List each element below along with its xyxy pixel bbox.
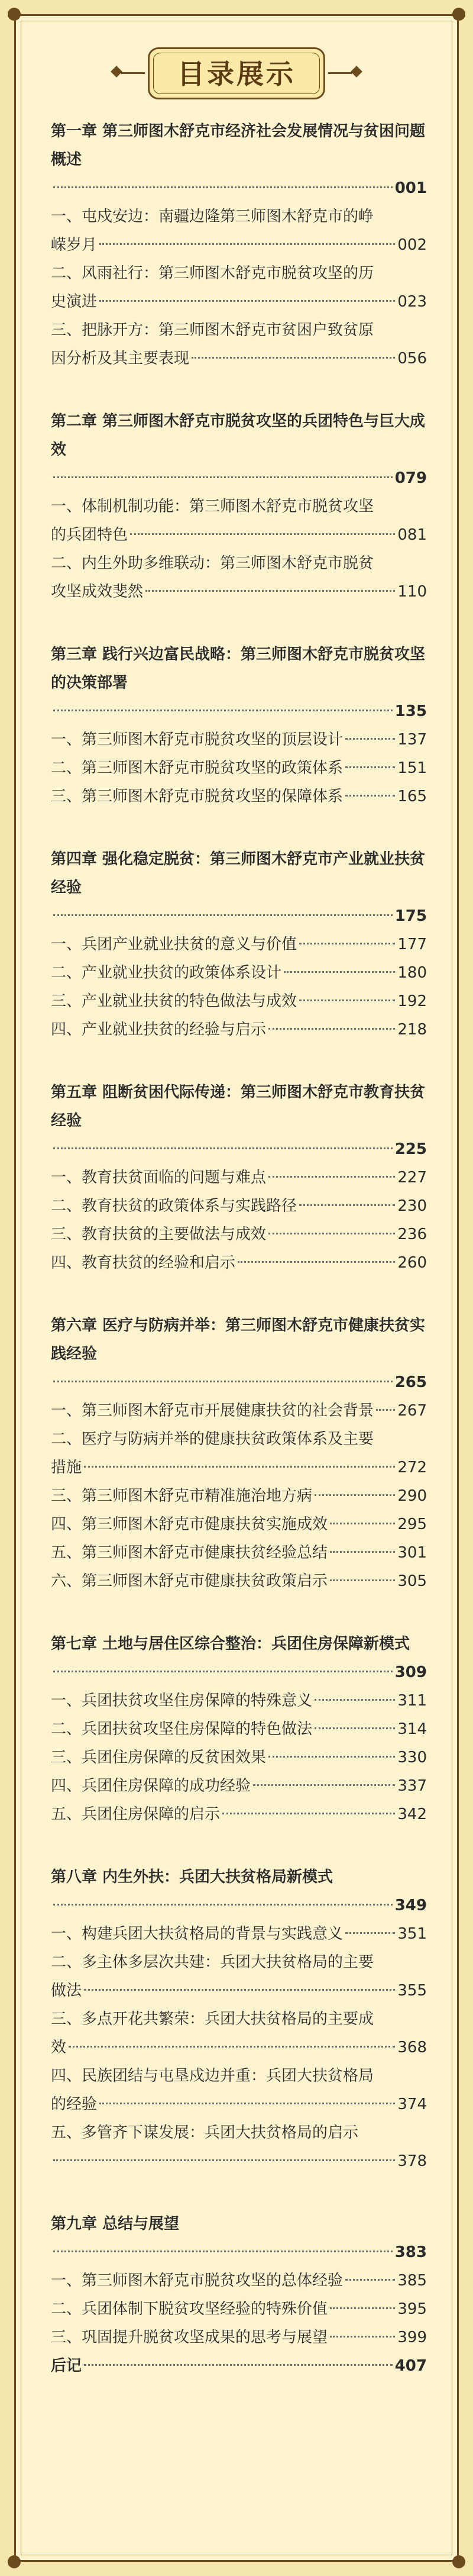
corner-dot-top-left	[8, 8, 21, 21]
dot-leader	[315, 1727, 395, 1729]
left-diamond-icon	[111, 66, 122, 78]
toc-item-text-line: 三、把脉开方：第三师图木舒克市贫困户致贫原	[51, 321, 374, 339]
toc-item[interactable]	[51, 1192, 427, 1220]
toc-item[interactable]	[51, 2295, 427, 2323]
dot-leader	[253, 1784, 395, 1786]
toc-item-row	[51, 344, 427, 373]
right-diamond-icon	[351, 66, 362, 78]
toc-item-row	[51, 959, 427, 987]
toc-item-page-number: 337	[397, 1777, 427, 1795]
toc-item-text-line: 措施	[51, 1459, 82, 1476]
toc-item-row	[51, 2033, 427, 2062]
dot-leader	[345, 795, 395, 797]
toc-item-page-number: 295	[397, 1516, 427, 1533]
dot-leader	[53, 476, 393, 478]
toc-item-page-number: 023	[397, 293, 427, 311]
toc-item-page-number: 002	[397, 236, 427, 254]
toc-item[interactable]	[51, 726, 427, 754]
dot-leader	[84, 1989, 395, 1991]
toc-item-text-line: 一、第三师图木舒克市开展健康扶贫的社会背景	[51, 1402, 374, 1420]
toc-item-text-line: 史演进	[51, 293, 98, 311]
toc-item-text-line: 因分析及其主要表现	[51, 350, 190, 367]
toc-item-row	[51, 1249, 427, 1277]
toc-item-row	[51, 2295, 427, 2323]
chapter-title[interactable]: 第二章 第三师图木舒克市脱贫攻坚的兵团特色与巨大成效	[51, 412, 426, 459]
dot-leader	[330, 1523, 395, 1524]
chapter-page-line	[51, 1368, 427, 1397]
toc-item-text-line: 一、屯戍安边：南疆边隆第三师图木舒克市的峥	[51, 208, 374, 225]
toc-item[interactable]	[51, 549, 427, 606]
dot-leader	[99, 243, 395, 245]
toc-item-page-number: 305	[397, 1572, 427, 1590]
toc-item-row	[51, 1015, 427, 1044]
toc-item-text-line: 二、产业就业扶贫的政策体系设计	[51, 964, 282, 982]
toc-item-text-line: 二、多主体多层次共建：兵团大扶贫格局的主要	[51, 1953, 374, 1971]
toc-item[interactable]	[51, 1687, 427, 1715]
dot-leader	[345, 1932, 395, 1934]
toc-item-row	[51, 1192, 427, 1220]
chapter-page-number: 349	[394, 1897, 427, 1914]
dot-leader	[284, 971, 395, 973]
chapter-page-number: 265	[394, 1374, 427, 1391]
chapter-page-line	[51, 1891, 427, 1920]
toc-item-text-line: 嵘岁月	[51, 236, 98, 254]
toc-item-text-line: 三、第三师图木舒克市脱贫攻坚的保障体系	[51, 788, 344, 805]
afterword-page-number: 407	[394, 2357, 427, 2375]
toc-item-row	[51, 754, 427, 782]
chapter-page-line	[51, 1135, 427, 1163]
dot-leader	[53, 914, 393, 916]
toc-item[interactable]	[51, 492, 427, 549]
dot-leader	[315, 1494, 395, 1496]
dot-leader	[130, 533, 395, 535]
chapter-page-line	[51, 464, 427, 492]
toc-item[interactable]	[51, 1510, 427, 1539]
toc-item-text-line: 三、兵团住房保障的反贫困效果	[51, 1749, 267, 1766]
chapter-title[interactable]: 第五章 阻断贫困代际传递：第三师图木舒克市教育扶贫经验	[51, 1084, 426, 1130]
toc-item-text-line: 二、兵团扶贫攻坚住房保障的特色做法	[51, 1720, 313, 1738]
toc-item-page-number: 267	[397, 1402, 427, 1420]
toc-item-row	[51, 1482, 427, 1510]
corner-dot-bottom-right	[452, 2555, 465, 2568]
dot-leader	[53, 2159, 395, 2161]
toc-item-row	[51, 288, 427, 316]
chapter-title[interactable]: 第四章 强化稳定脱贫：第三师图木舒克市产业就业扶贫经验	[51, 850, 426, 897]
toc-item[interactable]	[51, 1482, 427, 1510]
toc-item-page-number: 227	[397, 1169, 427, 1187]
toc-item-page-number: 368	[397, 2039, 427, 2056]
toc-item[interactable]	[51, 930, 427, 959]
toc-item-row	[51, 1743, 427, 1772]
dot-leader	[222, 1813, 395, 1814]
afterword-row[interactable]	[51, 2352, 427, 2380]
dot-leader	[268, 1233, 395, 1234]
toc-item-text-line: 四、第三师图木舒克市健康扶贫实施成效	[51, 1516, 328, 1533]
chapter-section	[51, 1630, 427, 1829]
toc-item-text-line: 三、产业就业扶贫的特色做法与成效	[51, 992, 297, 1010]
toc-item-text-line: 一、第三师图木舒克市脱贫攻坚的总体经验	[51, 2272, 344, 2290]
dot-leader	[330, 1551, 395, 1553]
corner-dot-bottom-left	[8, 2555, 21, 2568]
dot-leader	[99, 300, 395, 302]
chapter-title[interactable]: 第九章 总结与展望	[51, 2215, 180, 2233]
toc-item-row	[51, 1977, 427, 2005]
toc-item[interactable]	[51, 1539, 427, 1567]
dot-leader	[268, 1756, 395, 1758]
toc-item-text-line: 二、兵团体制下脱贫攻坚经验的特殊价值	[51, 2300, 328, 2318]
toc-item[interactable]	[51, 202, 427, 259]
chapter-page-number: 001	[394, 179, 427, 197]
toc-item-page-number: 180	[397, 964, 427, 982]
afterword-label: 后记	[51, 2357, 82, 2375]
title-box	[148, 47, 325, 99]
toc-item-row	[51, 1539, 427, 1567]
toc-item-row	[51, 1220, 427, 1249]
toc-item-text-line: 一、兵团产业就业扶贫的意义与价值	[51, 936, 297, 953]
toc-item-row	[51, 2090, 427, 2119]
toc-item-row	[51, 1510, 427, 1539]
chapter-section	[51, 407, 427, 606]
toc-item[interactable]	[51, 1920, 427, 1948]
corner-dot-top-right	[452, 8, 465, 21]
chapter-section	[51, 2210, 427, 2380]
chapter-section	[51, 640, 427, 811]
dot-leader	[53, 2251, 393, 2252]
toc-item-row	[51, 1920, 427, 1948]
toc-item-row	[51, 1453, 427, 1482]
toc-item-text-line: 三、第三师图木舒克市精准施治地方病	[51, 1487, 313, 1505]
toc-item[interactable]	[51, 754, 427, 782]
chapter-page-number: 225	[394, 1140, 427, 1158]
toc-item[interactable]	[51, 1567, 427, 1595]
chapter-page-number: 309	[394, 1663, 427, 1681]
toc-item-text-line: 一、构建兵团大扶贫格局的背景与实践意义	[51, 1925, 344, 1943]
toc-item[interactable]	[51, 2267, 427, 2295]
toc-item-text-line: 三、多点开花共繁荣：兵团大扶贫格局的主要成	[51, 2010, 374, 2028]
toc-item-page-number: 151	[397, 759, 427, 777]
dot-leader	[53, 710, 393, 711]
table-of-contents	[51, 117, 427, 2380]
toc-item[interactable]	[51, 1015, 427, 1044]
dot-leader	[53, 1147, 393, 1149]
toc-item-text-line: 二、风雨社行：第三师图木舒克市脱贫攻坚的历	[51, 265, 374, 282]
toc-item-row	[51, 987, 427, 1015]
toc-item-text-line: 四、兵团住房保障的成功经验	[51, 1777, 251, 1795]
toc-item[interactable]	[51, 1715, 427, 1743]
toc-item-row	[51, 578, 427, 606]
toc-item-text-line: 二、内生外助多维联动：第三师图木舒克市脱贫	[51, 554, 374, 572]
page-title: 目录展示	[177, 58, 296, 90]
toc-item-text-line: 的经验	[51, 2095, 98, 2113]
chapter-page-line	[51, 1658, 427, 1687]
toc-item-page-number: 374	[397, 2095, 427, 2113]
toc-item-text-line: 四、产业就业扶贫的经验与启示	[51, 1021, 267, 1039]
toc-item[interactable]	[51, 2005, 427, 2062]
dot-leader	[376, 1409, 395, 1411]
dot-leader	[330, 2336, 395, 2338]
chapter-page-line	[51, 2238, 427, 2267]
toc-item-text-line: 一、兵团扶贫攻坚住房保障的特殊意义	[51, 1692, 313, 1710]
toc-item-page-number: 342	[397, 1806, 427, 1823]
toc-item-row	[51, 2267, 427, 2295]
toc-item-row	[51, 521, 427, 549]
chapter-page-number: 135	[394, 702, 427, 720]
toc-item[interactable]	[51, 2062, 427, 2119]
toc-item-page-number: 290	[397, 1487, 427, 1505]
toc-item-text-line: 的兵团特色	[51, 526, 128, 544]
toc-item-row	[51, 1772, 427, 1800]
dot-leader	[238, 1261, 395, 1263]
toc-item-text-line: 五、第三师图木舒克市健康扶贫经验总结	[51, 1544, 328, 1562]
chapter-page-line	[51, 697, 427, 726]
dot-leader	[299, 943, 395, 944]
dot-leader	[53, 186, 393, 188]
toc-item-row	[51, 1715, 427, 1743]
dot-leader	[345, 738, 395, 740]
toc-item-page-number: 378	[397, 2152, 427, 2170]
dot-leader	[315, 1699, 395, 1701]
toc-item-text-line: 一、体制机制功能：第三师图木舒克市脱贫攻坚	[51, 498, 374, 515]
toc-item-text-line: 五、多管齐下谋发展：兵团大扶贫格局的启示	[51, 2124, 359, 2142]
toc-item-page-number: 385	[397, 2272, 427, 2290]
toc-item[interactable]	[51, 1800, 427, 1829]
toc-item-page-number: 272	[397, 1459, 427, 1476]
dot-leader	[330, 1579, 395, 1581]
toc-item-page-number: 137	[397, 731, 427, 749]
dot-leader	[53, 1671, 393, 1672]
dot-leader	[84, 2364, 393, 2366]
toc-item[interactable]	[51, 987, 427, 1015]
dot-leader	[69, 2046, 395, 2048]
dot-leader	[345, 2279, 395, 2281]
chapter-title[interactable]: 第三章 践行兴边富民战略：第三师图木舒克市脱贫攻坚的决策部署	[51, 646, 426, 692]
toc-item-text-line: 一、第三师图木舒克市脱贫攻坚的顶层设计	[51, 731, 344, 749]
toc-item-text-line: 一、教育扶贫面临的问题与难点	[51, 1169, 267, 1187]
toc-item-row	[51, 1397, 427, 1425]
toc-item[interactable]	[51, 259, 427, 316]
dot-leader	[345, 766, 395, 768]
toc-item-page-number: 218	[397, 1021, 427, 1039]
chapter-section	[51, 117, 427, 373]
toc-item-page-number: 056	[397, 350, 427, 367]
toc-item-text-line: 二、教育扶贫的政策体系与实践路径	[51, 1197, 297, 1215]
toc-item-page-number: 330	[397, 1749, 427, 1766]
toc-item-page-number: 177	[397, 936, 427, 953]
toc-item-page-number: 260	[397, 1254, 427, 1272]
toc-item-row	[51, 930, 427, 959]
dot-leader	[268, 1176, 395, 1178]
toc-item-row	[51, 1163, 427, 1192]
toc-item-text-line: 二、医疗与防病并举的健康扶贫政策体系及主要	[51, 1430, 374, 1448]
toc-item-text-line: 四、教育扶贫的经验和启示	[51, 1254, 236, 1272]
chapter-title[interactable]: 第八章 内生外扶：兵团大扶贫格局新模式	[51, 1868, 333, 1886]
toc-item[interactable]	[51, 1249, 427, 1277]
toc-item-text-line: 做法	[51, 1982, 82, 2000]
chapter-page-line	[51, 174, 427, 202]
dot-leader	[299, 1000, 395, 1001]
dot-leader	[53, 1904, 393, 1906]
toc-item-page-number: 351	[397, 1925, 427, 1943]
toc-item[interactable]	[51, 1425, 427, 1482]
dot-leader	[99, 2103, 395, 2104]
toc-item-text-line: 六、第三师图木舒克市健康扶贫政策启示	[51, 1572, 328, 1590]
toc-item-row	[51, 782, 427, 811]
toc-item-page-number: 230	[397, 1197, 427, 1215]
toc-item[interactable]	[51, 2323, 427, 2352]
title-header	[0, 41, 473, 107]
chapter-page-number: 079	[394, 469, 427, 487]
chapter-section	[51, 1078, 427, 1277]
toc-item-page-number: 192	[397, 992, 427, 1010]
chapter-section	[51, 845, 427, 1044]
toc-item-page-number: 301	[397, 1544, 427, 1562]
toc-item-page-number: 314	[397, 1720, 427, 1738]
toc-item[interactable]	[51, 1163, 427, 1192]
dot-leader	[145, 590, 395, 592]
dot-leader	[330, 2307, 395, 2309]
chapter-page-number: 383	[394, 2243, 427, 2261]
toc-item[interactable]	[51, 782, 427, 811]
toc-item-page-number: 311	[397, 1692, 427, 1710]
toc-item-row	[51, 2323, 427, 2352]
toc-item-page-number: 081	[397, 526, 427, 544]
toc-item-row	[51, 726, 427, 754]
dot-leader	[299, 1204, 395, 1206]
toc-item-page-number: 355	[397, 1982, 427, 2000]
toc-item-text-line: 三、巩固提升脱贫攻坚成果的思考与展望	[51, 2329, 328, 2346]
dot-leader	[268, 1028, 395, 1030]
toc-item-row	[51, 1800, 427, 1829]
toc-item[interactable]	[51, 2119, 427, 2175]
toc-item[interactable]	[51, 1220, 427, 1249]
dot-leader	[53, 1381, 393, 1382]
toc-item-text-line: 攻坚成效斐然	[51, 583, 144, 601]
toc-item-text-line: 三、教育扶贫的主要做法与成效	[51, 1226, 267, 1243]
chapter-page-line	[51, 902, 427, 930]
dot-leader	[192, 357, 395, 359]
toc-item[interactable]	[51, 316, 427, 373]
chapter-title[interactable]: 第六章 医疗与防病并举：第三师图木舒克市健康扶贫实践经验	[51, 1317, 426, 1363]
chapter-section	[51, 1311, 427, 1595]
toc-item-row	[51, 2147, 427, 2175]
chapter-page-number: 175	[394, 907, 427, 925]
chapter-title[interactable]: 第七章 土地与居住区综合整治：兵团住房保障新模式	[51, 1635, 410, 1653]
toc-item-row	[51, 231, 427, 259]
toc-item-page-number: 236	[397, 1226, 427, 1243]
toc-item-text-line: 效	[51, 2039, 67, 2056]
toc-item-text-line: 二、第三师图木舒克市脱贫攻坚的政策体系	[51, 759, 344, 777]
toc-item[interactable]	[51, 1948, 427, 2005]
toc-item-page-number: 399	[397, 2329, 427, 2346]
toc-item[interactable]	[51, 959, 427, 987]
toc-item-row	[51, 1687, 427, 1715]
toc-item-page-number: 395	[397, 2300, 427, 2318]
toc-item-page-number: 110	[397, 583, 427, 601]
toc-item-text-line: 五、兵团住房保障的启示	[51, 1806, 221, 1823]
left-decor-line	[121, 72, 145, 74]
toc-item-row	[51, 1567, 427, 1595]
chapter-title[interactable]: 第一章 第三师图木舒克市经济社会发展情况与贫困问题概述	[51, 122, 426, 169]
toc-item[interactable]	[51, 1397, 427, 1425]
toc-item-page-number: 165	[397, 788, 427, 805]
dot-leader	[84, 1466, 395, 1468]
chapter-section	[51, 1863, 427, 2175]
toc-item[interactable]	[51, 1772, 427, 1800]
right-decor-line	[328, 72, 352, 74]
toc-item-text-line: 四、民族团结与屯垦戍边并重：兵团大扶贫格局	[51, 2067, 374, 2085]
toc-item[interactable]	[51, 1743, 427, 1772]
